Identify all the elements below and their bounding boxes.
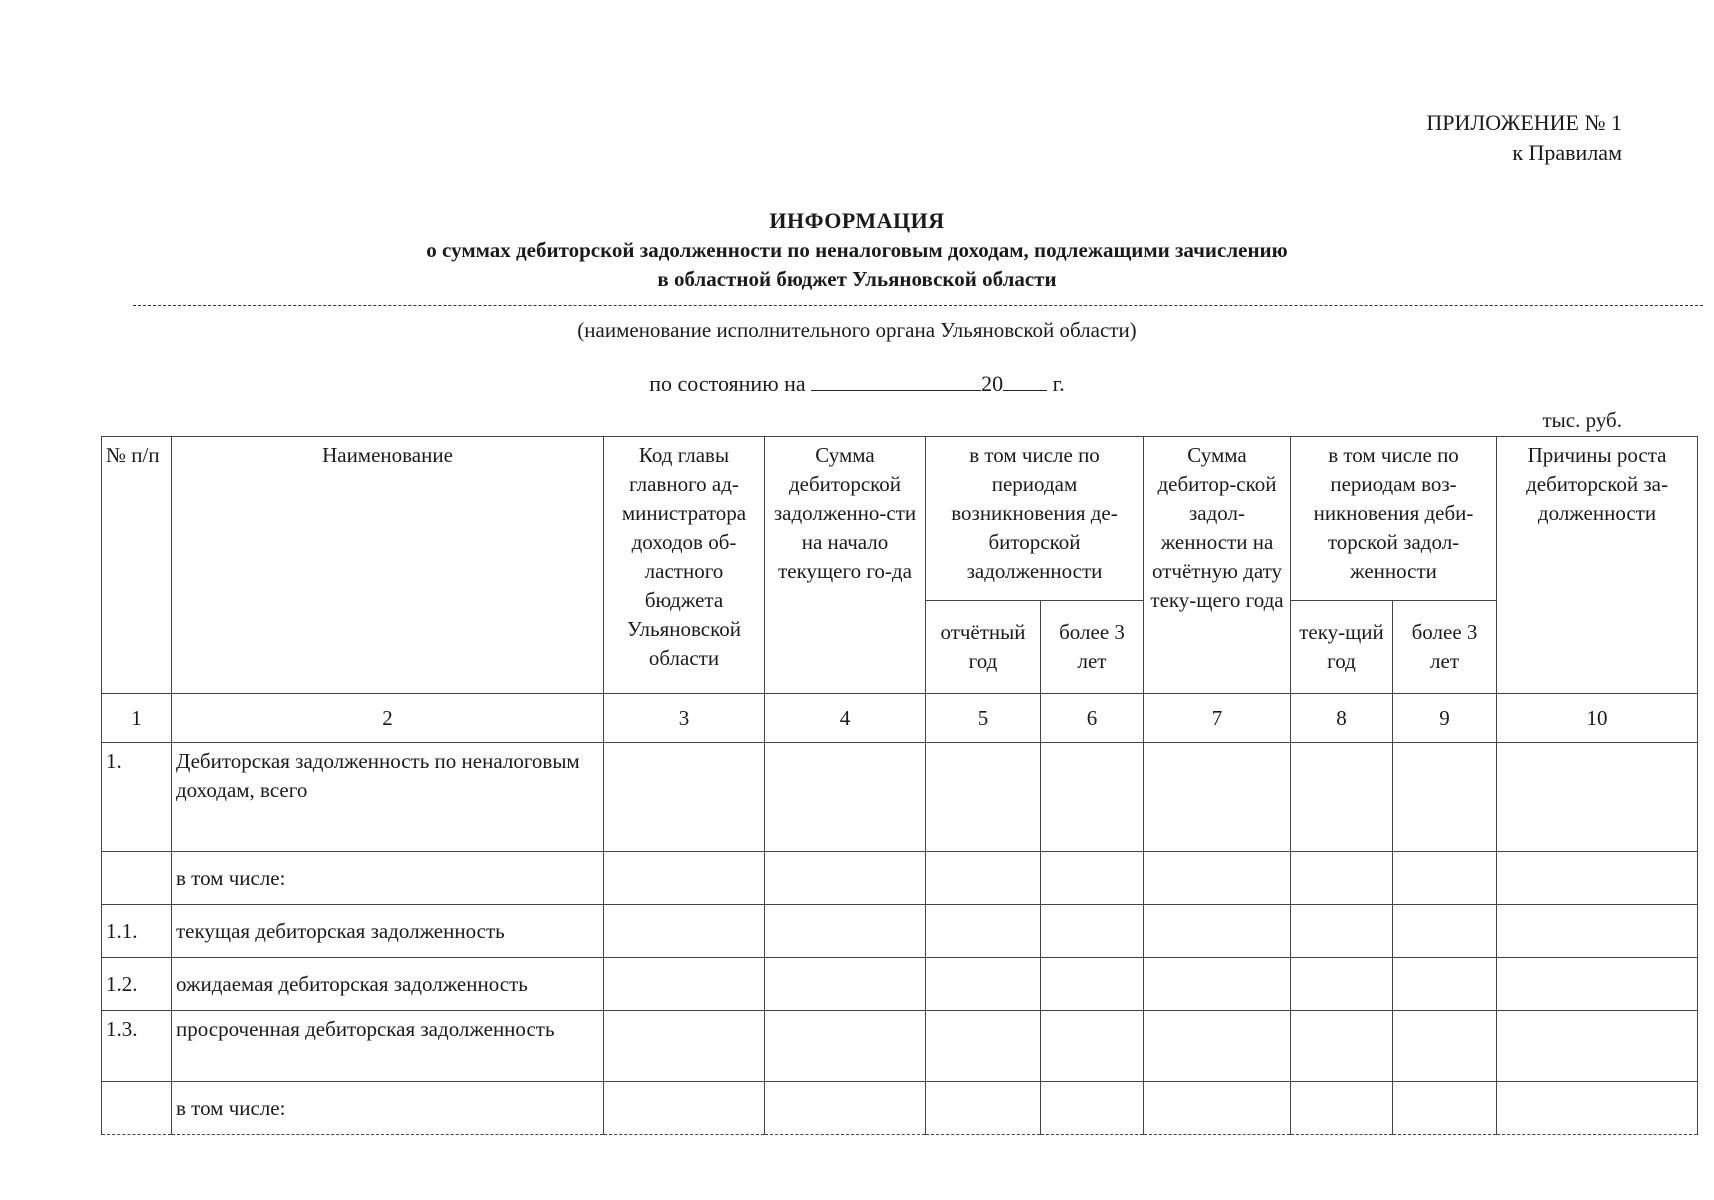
table-cell[interactable] (1291, 1011, 1393, 1082)
year-blank-field[interactable] (1003, 368, 1047, 391)
table-row (102, 743, 1698, 852)
table-cell[interactable] (1041, 1082, 1144, 1135)
header-over-3-years-2: более 3 лет (1393, 601, 1497, 694)
row-number (102, 852, 172, 905)
column-number: 5 (926, 694, 1041, 743)
header-report-year: отчётный год (926, 601, 1041, 694)
table-cell[interactable] (926, 1011, 1041, 1082)
row-number (102, 1082, 172, 1135)
table-cell[interactable] (604, 905, 765, 958)
date-blank-field[interactable] (811, 368, 981, 391)
header-current-year: теку-щий год (1291, 601, 1393, 694)
table-cell[interactable] (1144, 958, 1291, 1011)
row-name: в том числе: (172, 852, 604, 905)
table-row (102, 958, 1698, 1011)
table-cell[interactable] (1497, 743, 1698, 852)
table-cell[interactable] (1497, 958, 1698, 1011)
table-cell[interactable] (1291, 1082, 1393, 1135)
receivables-table (101, 436, 1698, 1135)
report-date-line (0, 368, 1714, 397)
document-title: ИНФОРМАЦИЯ (769, 208, 945, 233)
table-cell[interactable] (1041, 743, 1144, 852)
table-cell[interactable] (1393, 743, 1497, 852)
column-number: 1 (102, 694, 172, 743)
table-cell[interactable] (765, 958, 926, 1011)
table-row (102, 1011, 1698, 1082)
table-cell[interactable] (765, 852, 926, 905)
table-cell[interactable] (1041, 958, 1144, 1011)
header-debt-start-year: Сумма дебиторской задолженно-сти на начало текущего го-да (765, 437, 926, 694)
table-cell[interactable] (1291, 743, 1393, 852)
table-cell[interactable] (1291, 958, 1393, 1011)
table-cell[interactable] (926, 905, 1041, 958)
row-number: 1.2. (102, 958, 172, 1011)
document-subtitle-line2: в областной бюджет Ульяновской области (657, 267, 1057, 291)
row-number: 1.1. (102, 905, 172, 958)
table-cell[interactable] (1144, 1082, 1291, 1135)
table-cell[interactable] (765, 1011, 926, 1082)
header-periods-group-1: в том числе по периодам возникновения де-биторской задолженности (926, 437, 1144, 601)
table-cell[interactable] (1497, 905, 1698, 958)
table-cell[interactable] (1144, 852, 1291, 905)
table-cell[interactable] (604, 1011, 765, 1082)
header-over-3-years-1: более 3 лет (1041, 601, 1144, 694)
column-number: 4 (765, 694, 926, 743)
table-cell[interactable] (1393, 1011, 1497, 1082)
organization-caption: (наименование исполнительного органа Ульяновской области) (577, 318, 1137, 342)
year-suffix: г. (1052, 371, 1065, 396)
header-row-top (102, 437, 1698, 601)
column-number: 2 (172, 694, 604, 743)
table-cell[interactable] (1393, 1082, 1497, 1135)
row-number: 1. (102, 743, 172, 852)
table-cell[interactable] (1497, 1011, 1698, 1082)
table-cell[interactable] (926, 958, 1041, 1011)
table-cell[interactable] (604, 743, 765, 852)
date-prefix: по состоянию на (649, 371, 806, 396)
appendix-block (1426, 108, 1622, 168)
column-numbers-row (102, 694, 1698, 743)
column-number: 9 (1393, 694, 1497, 743)
appendix-reference: к Правилам (1512, 140, 1622, 165)
row-number: 1.3. (102, 1011, 172, 1082)
table-cell[interactable] (926, 1082, 1041, 1135)
table-cell[interactable] (1041, 852, 1144, 905)
table-cell[interactable] (1497, 1082, 1698, 1135)
table-cell[interactable] (1497, 852, 1698, 905)
table-cell[interactable] (765, 905, 926, 958)
column-number: 7 (1144, 694, 1291, 743)
table-cell[interactable] (1041, 1011, 1144, 1082)
header-periods-group-2: в том числе по периодам воз-никновения деби-торской задол-женности (1291, 437, 1497, 601)
table-cell[interactable] (926, 852, 1041, 905)
table-cell[interactable] (1393, 852, 1497, 905)
header-admin-code: Код главы главного ад-министратора доходов об-ластного бюджета Ульяновской области (604, 437, 765, 694)
header-growth-reasons: Причины роста дебиторской за-долженности (1497, 437, 1698, 694)
table-cell[interactable] (1291, 852, 1393, 905)
table-cell[interactable] (1393, 905, 1497, 958)
table-row (102, 905, 1698, 958)
header-name: Наименование (172, 437, 604, 694)
row-name: текущая дебиторская задолженность (172, 905, 604, 958)
table-cell[interactable] (604, 1082, 765, 1135)
row-name: ожидаемая дебиторская задолженность (172, 958, 604, 1011)
row-name: Дебиторская задолженность по неналоговым доходам, всего (172, 743, 604, 852)
header-number: № п/п (102, 437, 172, 694)
header-debt-report-date: Сумма дебитор-ской задол-женности на отчётную дату теку-щего года (1144, 437, 1291, 694)
column-number: 10 (1497, 694, 1698, 743)
table-row (102, 852, 1698, 905)
table-cell[interactable] (1291, 905, 1393, 958)
units-label: тыс. руб. (1542, 408, 1622, 432)
organization-name-field[interactable] (133, 305, 1703, 306)
column-number: 6 (1041, 694, 1144, 743)
column-number: 3 (604, 694, 765, 743)
appendix-number: ПРИЛОЖЕНИЕ № 1 (1426, 110, 1622, 135)
table-cell[interactable] (1393, 958, 1497, 1011)
column-number: 8 (1291, 694, 1393, 743)
table-cell[interactable] (1041, 905, 1144, 958)
table-cell[interactable] (604, 852, 765, 905)
document-subtitle-line1: о суммах дебиторской задолженности по неналоговым доходам, подлежащими зачислению (426, 238, 1288, 262)
row-name: в том числе: (172, 1082, 604, 1135)
table-cell[interactable] (1144, 743, 1291, 852)
table-cell[interactable] (765, 743, 926, 852)
row-name: просроченная дебиторская задолженность (172, 1011, 604, 1082)
table-cell[interactable] (1144, 905, 1291, 958)
table-cell[interactable] (926, 743, 1041, 852)
year-prefix: 20 (981, 371, 1004, 396)
document-title-block (0, 206, 1714, 294)
table-cell[interactable] (1144, 1011, 1291, 1082)
table-cell[interactable] (604, 958, 765, 1011)
table-row (102, 1082, 1698, 1135)
table-cell[interactable] (765, 1082, 926, 1135)
